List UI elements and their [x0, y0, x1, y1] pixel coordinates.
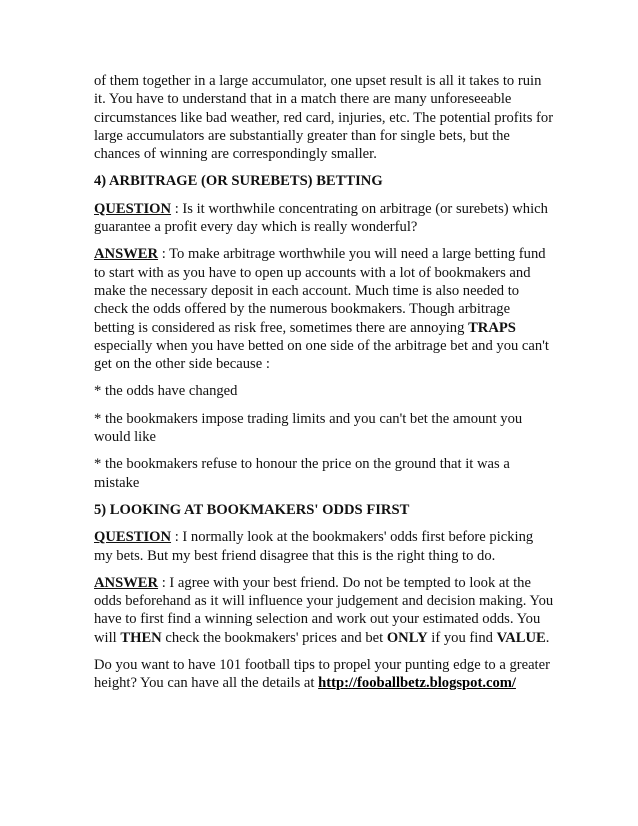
answer-text: especially when you have betted on one side of the arbitrage bet and you can't get on the other side because : — [94, 337, 549, 373]
bullet-item: * the odds have changed — [94, 383, 238, 400]
closing-text: Do you want to have 101 football tips to propel your punting edge to a greater height? You can have all the details at — [94, 657, 550, 692]
answer-emphasis-only: ONLY — [386, 629, 428, 646]
answer-emphasis-value: VALUE — [496, 629, 546, 646]
answer-text: . — [545, 629, 550, 646]
section-4-heading: 4) ARBITRAGE (OR SUREBETS) BETTING — [94, 173, 383, 190]
document-page — [94, 72, 554, 702]
answer-text: : To make arbitrage worthwhile you will need a large betting fund to start with as you have to open up accounts with a lot of bookmakers and make the necessary deposit in each account. Much time is also needed to check the odds offered by the numerous bookmakers. Though arbitrage betting is considered as risk free, sometimes there are annoying — [94, 246, 546, 336]
closing-paragraph — [94, 656, 554, 693]
section-5-question — [94, 528, 554, 565]
answer-emphasis-then: THEN — [120, 629, 162, 646]
question-text: : Is it worthwhile concentrating on arbitrage (or surebets) which guarantee a profit every day which is really wonderful? — [94, 200, 548, 236]
answer-text: if you find — [427, 629, 497, 646]
section-5-answer — [94, 574, 554, 647]
intro-paragraph: of them together in a large accumulator, one upset result is all it takes to ruin it. You have to understand that in a match there are many unforeseeable circumstances like bad weather, red card, injuries, etc. The potential profits for large accumulators are substantially greater than for single bets, but the chances of winning are correspondingly smaller. — [94, 73, 554, 163]
question-label: QUESTION — [94, 200, 172, 217]
question-label: QUESTION — [94, 529, 172, 546]
question-text: : I normally look at the bookmakers' odds first before picking my bets. But my best friend disagree that this is the right thing to do. — [94, 529, 534, 564]
bullet-item: * the bookmakers impose trading limits and you can't bet the amount you would like — [94, 410, 523, 446]
section-5-heading: 5) LOOKING AT BOOKMAKERS' ODDS FIRST — [94, 501, 410, 518]
section-4-question — [94, 200, 554, 237]
blog-link[interactable]: http://fooballbetz.blogspot.com/ — [318, 675, 516, 692]
bullet-item: * the bookmakers refuse to honour the price on the ground that it was a mistake — [94, 456, 510, 491]
section-4-answer — [94, 245, 554, 373]
answer-text: : I agree with your best friend. Do not be tempted to look at the odds beforehand as it will influence your judgement and decision making. You have to first find a winning selection and work out your estimated odds. You will — [94, 574, 554, 646]
answer-emphasis-traps: TRAPS — [468, 319, 516, 336]
answer-label: ANSWER — [94, 574, 159, 591]
answer-label: ANSWER — [94, 246, 159, 263]
answer-text: check the bookmakers' prices and bet — [161, 629, 387, 646]
